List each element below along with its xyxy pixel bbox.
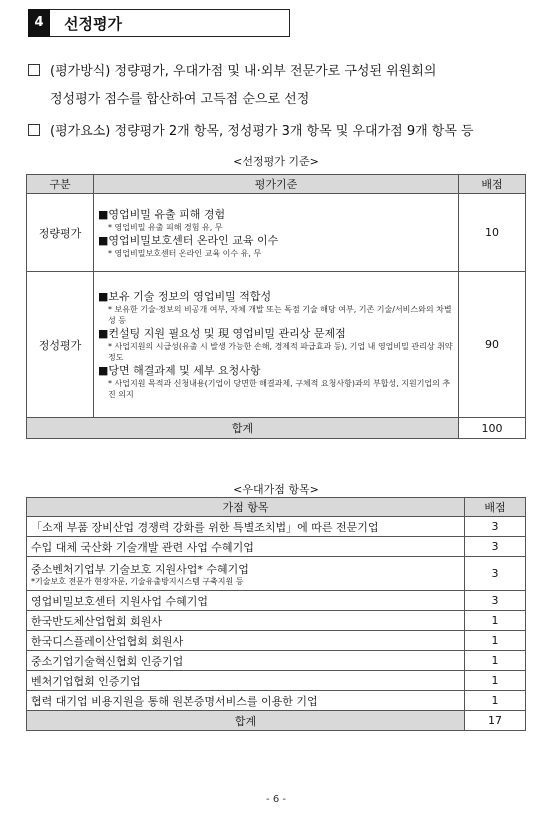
- bonus-score: 3: [465, 537, 526, 557]
- total-label: 합계: [27, 711, 465, 731]
- header-score: 배점: [465, 498, 526, 517]
- row-category: 정성평가: [27, 272, 94, 418]
- criteria-item: ■당면 해결과제 및 세부 요청사항: [98, 364, 261, 377]
- table-row: [27, 691, 526, 711]
- row-criteria: [94, 194, 459, 272]
- criteria-note: * 영업비밀보호센터 온라인 교육 이수 유, 무: [108, 248, 262, 258]
- criteria-item: ■보유 기술 정보의 영업비밀 적합성: [98, 290, 272, 303]
- total-score: 100: [459, 418, 526, 439]
- section-title: 선정평가: [64, 14, 122, 33]
- criteria-note: * 사업지원 목적과 신청내용(기업이 당면한 해결과제, 구체적 요청사항)과의 부합성, 지원기업의 추진 의지: [108, 379, 451, 399]
- header-score: 배점: [459, 175, 526, 194]
- bullet-evaluation-method-cont: 정성평가 점수를 합산하여 고득점 순으로 선정: [50, 92, 310, 107]
- checkbox-bullet-icon: [28, 64, 40, 76]
- header-category: 구분: [27, 175, 94, 194]
- bonus-score: 1: [465, 631, 526, 651]
- table-row: [27, 194, 526, 272]
- bonus-item-note: *기술보호 전문가 현장자문, 기술유출방지시스템 구축지원 등: [31, 576, 244, 586]
- table-row: [27, 557, 526, 591]
- bonus-item-label: 중소벤처기업부 기술보호 지원사업* 수혜기업: [31, 562, 249, 576]
- bonus-item: 한국디스플레이산업협회 회원사: [27, 631, 465, 651]
- bonus-score: 3: [465, 591, 526, 611]
- header-criteria: 평가기준: [94, 175, 459, 194]
- total-label: 합계: [27, 418, 459, 439]
- bonus-item: 벤처기업협회 인증기업: [27, 671, 465, 691]
- criteria-note: * 영업비밀 유출 피해 경험 유, 무: [108, 222, 223, 232]
- bonus-score: 1: [465, 651, 526, 671]
- table-row: [27, 591, 526, 611]
- table1-caption: <선정평가 기준>: [233, 155, 319, 168]
- section-number: 4: [28, 9, 50, 37]
- bonus-item: 영업비밀보호센터 지원사업 수혜기업: [27, 591, 465, 611]
- bullet-evaluation-method: (평가방식) 정량평가, 우대가점 및 내·외부 전문가로 구성된 위원회의: [28, 58, 436, 86]
- page-number: - 6 -: [266, 794, 286, 805]
- table-header-row: [27, 175, 526, 194]
- table-total-row: [27, 711, 526, 731]
- header-bonus-item: 가점 항목: [27, 498, 465, 517]
- bonus-score: 1: [465, 611, 526, 631]
- criteria-note: * 보유한 기술·정보의 비공개 여부, 자체 개발 또는 독점 기술 해당 여부, 기존 기술/서비스와의 차별성 등: [108, 305, 452, 325]
- bonus-item: 수입 대체 국산화 기술개발 관련 사업 수혜기업: [27, 537, 465, 557]
- table-row: [27, 671, 526, 691]
- section-header: [28, 9, 290, 37]
- table-total-row: [27, 418, 526, 439]
- bonus-item: 「소재 부품 장비산업 경쟁력 강화를 위한 특별조치법」에 따른 전문기업: [27, 517, 465, 537]
- criteria-note: * 사업지원의 시급성(유출 시 발생 가능한 손해, 경제적 파급효과 등), 기업 내 영업비밀 관리상 취약 정도: [108, 342, 453, 362]
- criteria-item: ■컨설팅 지원 필요성 및 現 영업비밀 관리상 문제점: [98, 327, 346, 340]
- selection-criteria-table: [26, 174, 526, 439]
- bonus-item: [27, 557, 465, 591]
- bonus-item: 협력 대기업 비용지원을 통해 원본증명서비스를 이용한 기업: [27, 691, 465, 711]
- criteria-item: ■영업비밀 유출 피해 경험: [98, 207, 226, 221]
- criteria-item: ■영업비밀보호센터 온라인 교육 이수: [98, 233, 279, 247]
- bonus-item: 한국반도체산업협회 회원사: [27, 611, 465, 631]
- bonus-score: 3: [465, 517, 526, 537]
- row-score: 10: [459, 194, 526, 272]
- row-category: 정량평가: [27, 194, 94, 272]
- table-row: [27, 651, 526, 671]
- table-row: [27, 537, 526, 557]
- checkbox-bullet-icon: [28, 124, 40, 136]
- total-score: 17: [465, 711, 526, 731]
- bonus-score: 1: [465, 691, 526, 711]
- table-row: [27, 517, 526, 537]
- row-score: 90: [459, 272, 526, 418]
- table-row: [27, 631, 526, 651]
- table-header-row: [27, 498, 526, 517]
- bonus-score: 1: [465, 671, 526, 691]
- bullet-evaluation-elements: (평가요소) 정량평가 2개 항목, 정성평가 3개 항목 및 우대가점 9개 항목 등: [28, 118, 474, 146]
- bonus-score: 3: [465, 557, 526, 591]
- table-row: [27, 611, 526, 631]
- table2-caption: <우대가점 항목>: [233, 483, 319, 496]
- table-row: [27, 272, 526, 418]
- bonus-item: 중소기업기술혁신협회 인증기업: [27, 651, 465, 671]
- bonus-points-table: [26, 497, 526, 731]
- row-criteria: [94, 272, 459, 418]
